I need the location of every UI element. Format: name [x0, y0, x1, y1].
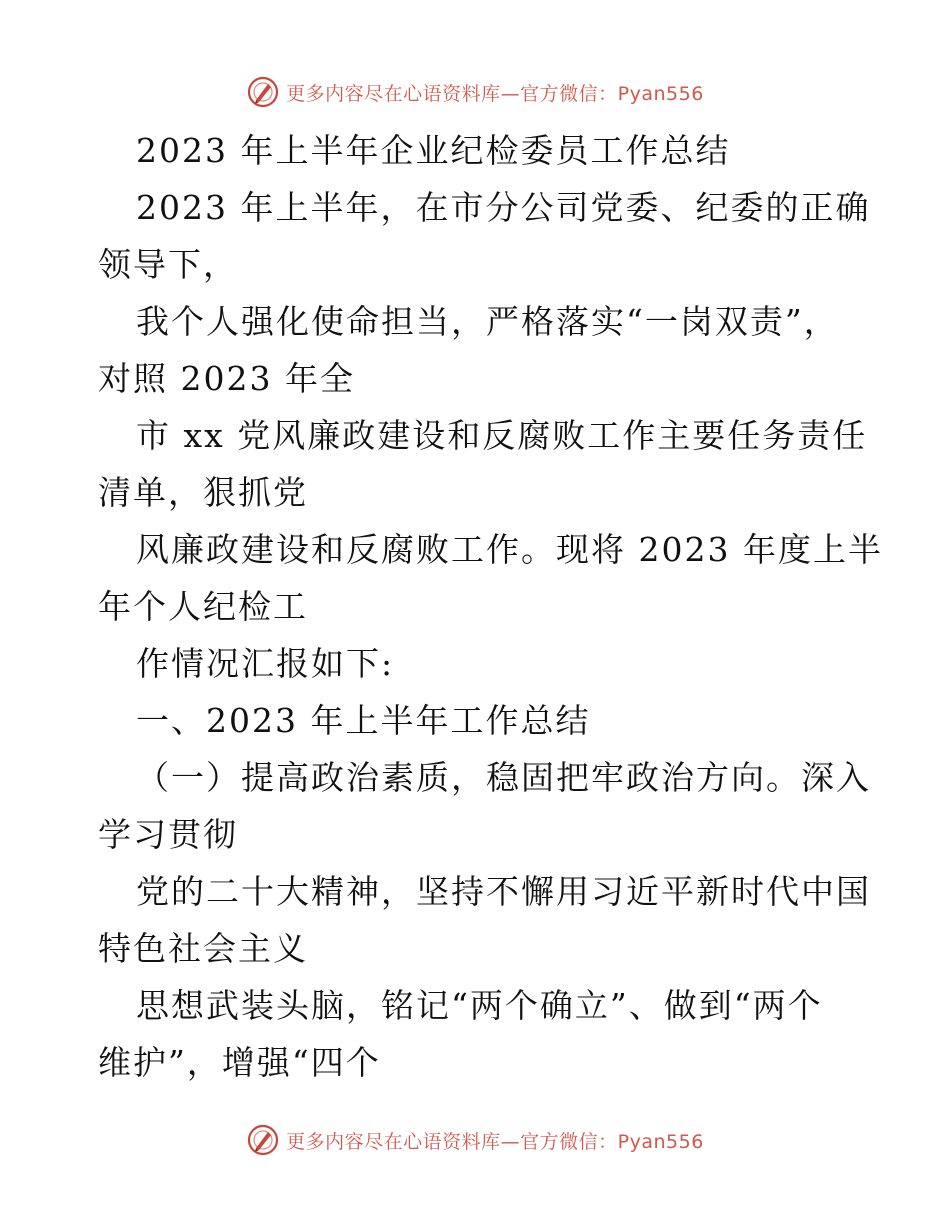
document-body [98, 122, 883, 1091]
text-line: 学习贯彻 [98, 815, 238, 854]
text-line: 一、2023 年上半年工作总结 [136, 701, 591, 740]
watermark-text: 更多内容尽在心语资料库—官方微信：Pyan556 [286, 1130, 704, 1153]
text-line: 领导下， [98, 245, 238, 284]
text-line: 2023 年上半年，在市分公司党委、纪委的正确 [136, 188, 871, 227]
header-watermark [0, 72, 950, 112]
text-line: 市 xx 党风廉政建设和反腐败工作主要任务责任 [136, 416, 868, 455]
text-line: 思想武装头脑，铭记“两个确立”、做到“两个 [136, 986, 823, 1025]
text-line: 对照 2023 年全 [98, 359, 355, 398]
text-line: 党的二十大精神，坚持不懈用习近平新时代中国 [136, 872, 871, 911]
pen-circle-logo-icon [246, 75, 280, 109]
footer-watermark [0, 1120, 950, 1160]
text-line: 作情况汇报如下: [136, 644, 395, 683]
text-line: 年个人纪检工 [98, 587, 308, 626]
pen-circle-logo-icon [246, 1123, 280, 1157]
text-line: 特色社会主义 [98, 929, 308, 968]
text-line: 风廉政建设和反腐败工作。现将 2023 年度上半 [136, 530, 883, 569]
text-line: 我个人强化使命担当，严格落实“一岗双责”， [136, 302, 839, 341]
text-line: （一）提高政治素质，稳固把牢政治方向。深入 [136, 758, 871, 797]
watermark-text: 更多内容尽在心语资料库—官方微信：Pyan556 [286, 82, 704, 105]
text-line: 维护”，增强“四个 [98, 1043, 381, 1082]
text-line: 清单，狠抓党 [98, 473, 308, 512]
text-line: 2023 年上半年企业纪检委员工作总结 [136, 131, 731, 170]
